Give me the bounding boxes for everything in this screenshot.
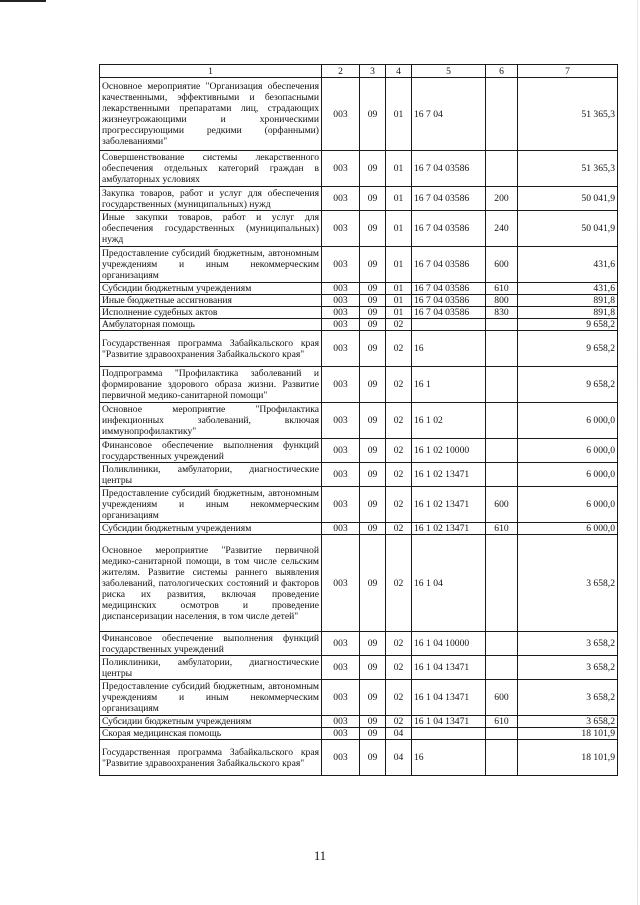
row-admin-code-cell: 003 [322, 247, 360, 283]
row-target-article-cell: 16 [412, 740, 486, 776]
row-subsection-cell: 02 [386, 523, 412, 535]
row-name-cell: Основное мероприятие "Организация обеспечения качественными, эффективными и безопасными лекарственными препаратами лиц, страдающих жизнеугрожающими и хроническими прогрессирующими редкими (орфанными) заболеваниями" [100, 78, 322, 151]
row-amount-cell: 891,8 [518, 295, 618, 307]
row-subsection-cell: 02 [386, 331, 412, 367]
row-name-cell: Предоставление субсидий бюджетным, автономным учреждениям и иным некоммерческим организациям [100, 680, 322, 716]
row-target-article-cell: 16 7 04 03586 [412, 295, 486, 307]
page-number: 11 [313, 849, 327, 863]
row-expense-type-cell [486, 403, 518, 439]
row-section-cell: 09 [360, 487, 386, 523]
row-target-article-cell: 16 1 04 [412, 535, 486, 632]
table-row [100, 319, 618, 331]
row-subsection-cell: 01 [386, 295, 412, 307]
row-section-cell: 09 [360, 680, 386, 716]
header-col-5: 5 [412, 65, 486, 78]
row-subsection-cell: 01 [386, 187, 412, 211]
row-expense-type-cell: 830 [486, 307, 518, 319]
row-target-article-cell: 16 7 04 [412, 78, 486, 151]
row-name-cell: Иные закупки товаров, работ и услуг для обеспечения государственных (муниципальных) нужд [100, 211, 322, 247]
row-subsection-cell: 01 [386, 78, 412, 151]
row-subsection-cell: 02 [386, 439, 412, 463]
row-admin-code-cell: 003 [322, 632, 360, 656]
table-row [100, 487, 618, 523]
row-target-article-cell: 16 [412, 331, 486, 367]
row-amount-cell: 431,6 [518, 283, 618, 295]
row-expense-type-cell: 240 [486, 211, 518, 247]
table-row [100, 439, 618, 463]
row-target-article-cell: 16 1 02 [412, 403, 486, 439]
row-amount-cell: 50 041,9 [518, 187, 618, 211]
row-section-cell: 09 [360, 523, 386, 535]
row-name-cell: Подпрограмма "Профилактика заболеваний и формирование здорового образа жизни. Развитие первичной медико-санитарной помощи" [100, 367, 322, 403]
row-admin-code-cell: 003 [322, 319, 360, 331]
row-target-article-cell: 16 1 02 13471 [412, 487, 486, 523]
row-name-cell: Предоставление субсидий бюджетным, автономным учреждениям и иным некоммерческим организациям [100, 247, 322, 283]
header-col-4: 4 [386, 65, 412, 78]
table-row [100, 680, 618, 716]
row-section-cell: 09 [360, 319, 386, 331]
row-name-cell: Иные бюджетные ассигнования [100, 295, 322, 307]
row-subsection-cell: 02 [386, 535, 412, 632]
row-name-cell: Поликлиники, амбулатории, диагностические центры [100, 656, 322, 680]
row-subsection-cell: 01 [386, 247, 412, 283]
row-name-cell: Основное мероприятие "Развитие первичной медико-санитарной помощи, в том числе сельским жителям. Развитие системы раннего выявления заболеваний, патологических состояний и факторов риска их развития, включая проведение медицинских осмотров и проведение диспансеризации населения, в том числе детей" [100, 535, 322, 632]
row-amount-cell: 51 365,3 [518, 78, 618, 151]
row-expense-type-cell: 800 [486, 295, 518, 307]
row-amount-cell: 6 000,0 [518, 523, 618, 535]
row-amount-cell: 9 658,2 [518, 331, 618, 367]
row-admin-code-cell: 003 [322, 78, 360, 151]
row-name-cell: Государственная программа Забайкальского края "Развитие здравоохранения Забайкальского края" [100, 740, 322, 776]
row-subsection-cell: 02 [386, 716, 412, 728]
row-subsection-cell: 02 [386, 487, 412, 523]
row-expense-type-cell [486, 151, 518, 187]
column-number-header [100, 65, 618, 78]
row-admin-code-cell: 003 [322, 728, 360, 740]
row-amount-cell: 51 365,3 [518, 151, 618, 187]
row-section-cell: 09 [360, 439, 386, 463]
table-row [100, 283, 618, 295]
row-name-cell: Финансовое обеспечение выполнения функций государственных учреждений [100, 439, 322, 463]
row-expense-type-cell: 600 [486, 680, 518, 716]
row-admin-code-cell: 003 [322, 367, 360, 403]
table-row [100, 331, 618, 367]
row-name-cell: Амбулаторная помощь [100, 319, 322, 331]
row-target-article-cell [412, 728, 486, 740]
row-amount-cell: 6 000,0 [518, 439, 618, 463]
row-expense-type-cell [486, 728, 518, 740]
table-row [100, 151, 618, 187]
row-admin-code-cell: 003 [322, 535, 360, 632]
row-expense-type-cell: 600 [486, 247, 518, 283]
row-subsection-cell: 02 [386, 463, 412, 487]
row-subsection-cell: 01 [386, 307, 412, 319]
row-amount-cell: 18 101,9 [518, 728, 618, 740]
row-subsection-cell: 02 [386, 319, 412, 331]
header-col-6: 6 [486, 65, 518, 78]
table-row [100, 463, 618, 487]
row-amount-cell: 6 000,0 [518, 403, 618, 439]
row-amount-cell: 3 658,2 [518, 535, 618, 632]
row-target-article-cell: 16 1 02 10000 [412, 439, 486, 463]
row-admin-code-cell: 003 [322, 716, 360, 728]
row-expense-type-cell: 610 [486, 283, 518, 295]
row-admin-code-cell: 003 [322, 403, 360, 439]
row-target-article-cell: 16 1 02 13471 [412, 463, 486, 487]
row-name-cell: Исполнение судебных актов [100, 307, 322, 319]
row-target-article-cell: 16 1 04 10000 [412, 632, 486, 656]
row-subsection-cell: 04 [386, 740, 412, 776]
row-section-cell: 09 [360, 331, 386, 367]
table-row [100, 740, 618, 776]
row-name-cell: Субсидии бюджетным учреждениям [100, 283, 322, 295]
row-amount-cell: 891,8 [518, 307, 618, 319]
row-amount-cell: 9 658,2 [518, 319, 618, 331]
row-admin-code-cell: 003 [322, 211, 360, 247]
header-col-1: 1 [100, 65, 322, 78]
row-admin-code-cell: 003 [322, 187, 360, 211]
row-target-article-cell [412, 319, 486, 331]
row-section-cell: 09 [360, 728, 386, 740]
row-expense-type-cell [486, 78, 518, 151]
row-amount-cell: 18 101,9 [518, 740, 618, 776]
row-amount-cell: 3 658,2 [518, 716, 618, 728]
table-row [100, 716, 618, 728]
row-section-cell: 09 [360, 187, 386, 211]
row-name-cell: Финансовое обеспечение выполнения функций государственных учреждений [100, 632, 322, 656]
row-section-cell: 09 [360, 740, 386, 776]
budget-table [99, 64, 618, 776]
table-row [100, 535, 618, 632]
row-amount-cell: 431,6 [518, 247, 618, 283]
row-subsection-cell: 02 [386, 656, 412, 680]
row-target-article-cell: 16 1 04 13471 [412, 656, 486, 680]
row-section-cell: 09 [360, 632, 386, 656]
row-section-cell: 09 [360, 367, 386, 403]
header-col-7: 7 [518, 65, 618, 78]
header-col-3: 3 [360, 65, 386, 78]
row-target-article-cell: 16 7 04 03586 [412, 211, 486, 247]
row-expense-type-cell [486, 367, 518, 403]
row-admin-code-cell: 003 [322, 463, 360, 487]
row-name-cell: Основное мероприятие "Профилактика инфекционных заболеваний, включая иммунопрофилактику" [100, 403, 322, 439]
table-row [100, 211, 618, 247]
row-admin-code-cell: 003 [322, 283, 360, 295]
table-row [100, 632, 618, 656]
row-admin-code-cell: 003 [322, 439, 360, 463]
row-amount-cell: 6 000,0 [518, 487, 618, 523]
row-target-article-cell: 16 1 [412, 367, 486, 403]
row-section-cell: 09 [360, 151, 386, 187]
row-target-article-cell: 16 7 04 03586 [412, 187, 486, 211]
row-target-article-cell: 16 7 04 03586 [412, 307, 486, 319]
row-amount-cell: 6 000,0 [518, 463, 618, 487]
row-subsection-cell: 01 [386, 151, 412, 187]
row-amount-cell: 3 658,2 [518, 632, 618, 656]
row-expense-type-cell [486, 439, 518, 463]
row-expense-type-cell [486, 463, 518, 487]
row-subsection-cell: 02 [386, 632, 412, 656]
row-expense-type-cell: 200 [486, 187, 518, 211]
table-row [100, 307, 618, 319]
table-row [100, 247, 618, 283]
row-admin-code-cell: 003 [322, 656, 360, 680]
table-row [100, 656, 618, 680]
row-target-article-cell: 16 7 04 03586 [412, 247, 486, 283]
table-row [100, 728, 618, 740]
row-name-cell: Субсидии бюджетным учреждениям [100, 716, 322, 728]
row-name-cell: Закупка товаров, работ и услуг для обеспечения государственных (муниципальных) нужд [100, 187, 322, 211]
row-section-cell: 09 [360, 463, 386, 487]
row-target-article-cell: 16 1 04 13471 [412, 680, 486, 716]
row-expense-type-cell: 600 [486, 487, 518, 523]
row-expense-type-cell: 610 [486, 716, 518, 728]
row-amount-cell: 3 658,2 [518, 656, 618, 680]
row-name-cell: Скорая медицинская помощь [100, 728, 322, 740]
row-section-cell: 09 [360, 211, 386, 247]
row-expense-type-cell: 610 [486, 523, 518, 535]
row-section-cell: 09 [360, 535, 386, 632]
row-name-cell: Субсидии бюджетным учреждениям [100, 523, 322, 535]
table-row [100, 187, 618, 211]
row-section-cell: 09 [360, 283, 386, 295]
row-section-cell: 09 [360, 247, 386, 283]
header-col-2: 2 [322, 65, 360, 78]
row-admin-code-cell: 003 [322, 523, 360, 535]
row-subsection-cell: 04 [386, 728, 412, 740]
row-target-article-cell: 16 1 04 13471 [412, 716, 486, 728]
row-name-cell: Государственная программа Забайкальского края "Развитие здравоохранения Забайкальского края" [100, 331, 322, 367]
row-section-cell: 09 [360, 656, 386, 680]
row-target-article-cell: 16 7 04 03586 [412, 151, 486, 187]
table-row [100, 295, 618, 307]
row-expense-type-cell [486, 331, 518, 367]
row-expense-type-cell [486, 632, 518, 656]
scan-edge-shadow [637, 0, 638, 905]
row-section-cell: 09 [360, 295, 386, 307]
row-subsection-cell: 02 [386, 367, 412, 403]
scan-corner-mark [0, 0, 46, 2]
row-target-article-cell: 16 7 04 03586 [412, 283, 486, 295]
row-subsection-cell: 01 [386, 211, 412, 247]
row-expense-type-cell [486, 535, 518, 632]
row-section-cell: 09 [360, 716, 386, 728]
row-admin-code-cell: 003 [322, 331, 360, 367]
table-row [100, 78, 618, 151]
row-name-cell: Поликлиники, амбулатории, диагностические центры [100, 463, 322, 487]
row-amount-cell: 9 658,2 [518, 367, 618, 403]
table-row [100, 403, 618, 439]
row-amount-cell: 50 041,9 [518, 211, 618, 247]
table-row [100, 367, 618, 403]
row-expense-type-cell [486, 656, 518, 680]
row-name-cell: Совершенствование системы лекарственного обеспечения отдельных категорий граждан в амбулаторных условиях [100, 151, 322, 187]
row-expense-type-cell [486, 319, 518, 331]
row-section-cell: 09 [360, 307, 386, 319]
table-row [100, 523, 618, 535]
row-target-article-cell: 16 1 02 13471 [412, 523, 486, 535]
row-subsection-cell: 02 [386, 403, 412, 439]
row-section-cell: 09 [360, 403, 386, 439]
row-expense-type-cell [486, 740, 518, 776]
row-section-cell: 09 [360, 78, 386, 151]
row-subsection-cell: 02 [386, 680, 412, 716]
row-admin-code-cell: 003 [322, 307, 360, 319]
row-admin-code-cell: 003 [322, 680, 360, 716]
row-name-cell: Предоставление субсидий бюджетным, автономным учреждениям и иным некоммерческим организациям [100, 487, 322, 523]
row-subsection-cell: 01 [386, 283, 412, 295]
row-admin-code-cell: 003 [322, 295, 360, 307]
row-amount-cell: 3 658,2 [518, 680, 618, 716]
row-admin-code-cell: 003 [322, 740, 360, 776]
row-admin-code-cell: 003 [322, 487, 360, 523]
row-admin-code-cell: 003 [322, 151, 360, 187]
